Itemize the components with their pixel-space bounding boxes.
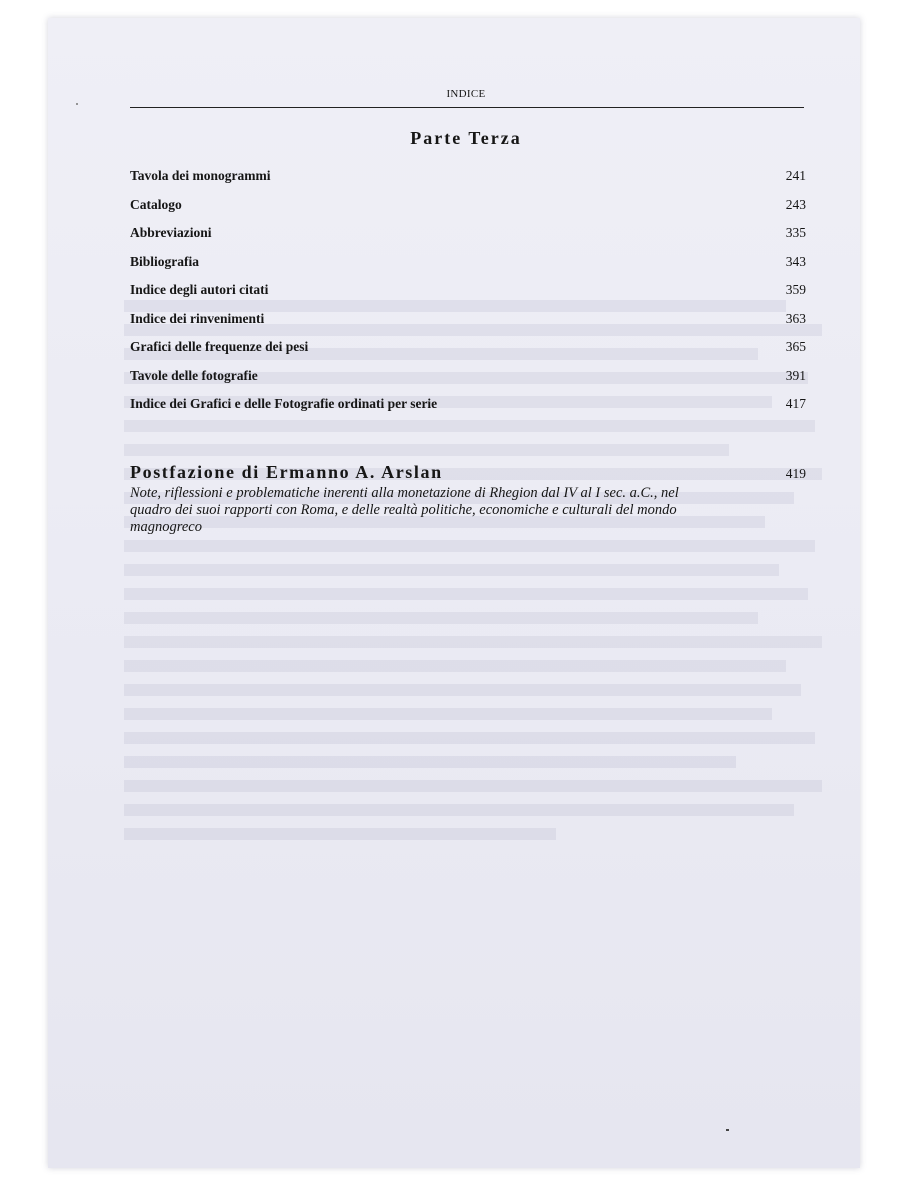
page-sheet xyxy=(48,18,860,1168)
toc-entry-page: 343 xyxy=(785,253,806,269)
toc-entry-label: Indice degli autori citati xyxy=(130,282,269,297)
scan-speck xyxy=(76,103,78,105)
part-title: Parte Terza xyxy=(410,128,522,148)
toc-entry-page: 241 xyxy=(785,168,806,183)
postfazione-subtitle: Note, riflessioni e problematiche inerenti alla monetazione di Rhegion dal IV al I sec. a.C., nel quadro dei suoi rapporti con Roma, e delle realtà politiche, economiche e culturali del mondo magnogreco xyxy=(130,485,679,535)
toc-entry[interactable] xyxy=(130,225,806,254)
toc-entry[interactable] xyxy=(130,396,806,425)
toc-entry-label: Tavola dei monogrammi xyxy=(130,168,271,183)
toc-entry[interactable] xyxy=(130,197,806,226)
toc-entry-page: 391 xyxy=(785,367,806,383)
header-rule xyxy=(130,107,804,108)
toc-entry-page: 335 xyxy=(785,225,806,240)
toc-entry-label: Grafici delle frequenze dei pesi xyxy=(130,339,309,354)
scan-speck xyxy=(726,1129,729,1131)
postfazione-title: Postfazione di Ermanno A. Arslan xyxy=(130,462,443,482)
toc-entry[interactable] xyxy=(130,368,806,397)
toc-entry-page: 365 xyxy=(785,339,806,354)
toc-entry-label: Bibliografia xyxy=(130,253,200,269)
toc-entry[interactable] xyxy=(130,168,806,197)
toc-entry[interactable] xyxy=(130,282,806,311)
toc-entry[interactable] xyxy=(130,311,806,340)
toc-entry-label: Indice dei Grafici e delle Fotografie ordinati per serie xyxy=(130,396,438,411)
postfazione-page: 419 xyxy=(785,466,806,481)
table-of-contents xyxy=(130,168,806,425)
toc-entry-label: Indice dei rinvenimenti xyxy=(130,310,265,326)
toc-entry[interactable] xyxy=(130,339,806,368)
toc-entry-page: 359 xyxy=(785,282,806,297)
toc-entry-label: Abbreviazioni xyxy=(130,225,212,240)
toc-entry-page: 363 xyxy=(785,310,806,326)
postfazione-entry[interactable] xyxy=(130,462,806,536)
running-head: INDICE xyxy=(446,88,486,100)
toc-entry-label: Catalogo xyxy=(130,196,182,212)
toc-entry[interactable] xyxy=(130,254,806,283)
toc-entry-page: 417 xyxy=(785,396,806,411)
toc-entry-label: Tavole delle fotografie xyxy=(130,367,258,383)
toc-entry-page: 243 xyxy=(785,196,806,212)
